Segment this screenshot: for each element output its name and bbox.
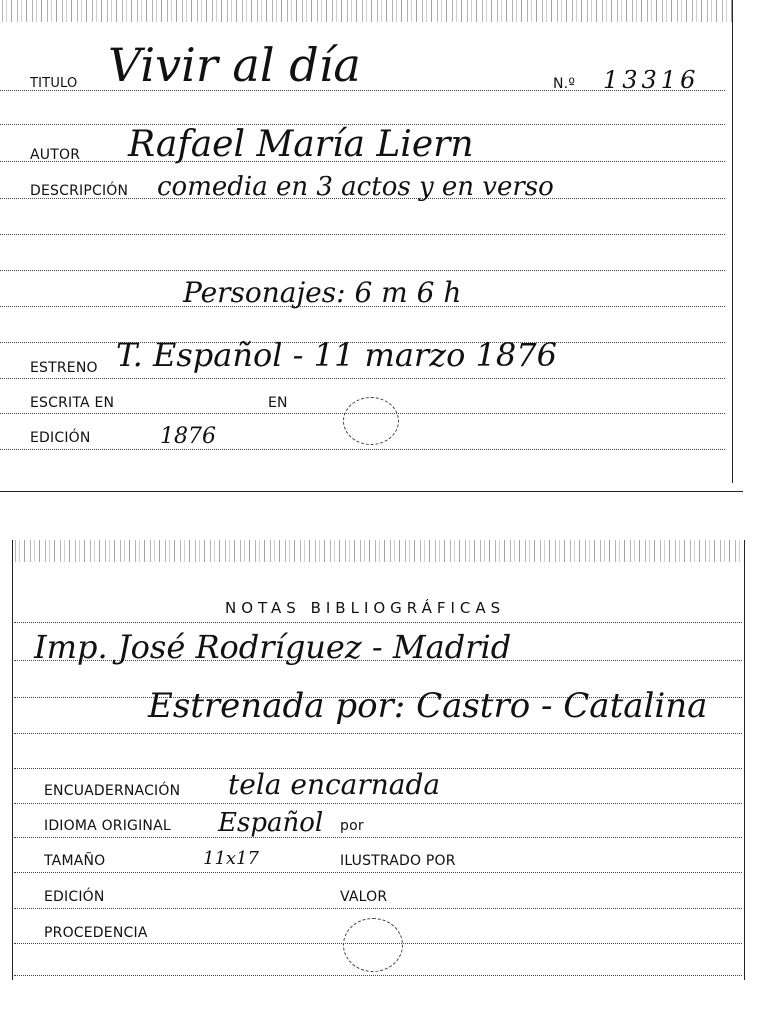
tamano-label: TAMAÑO — [44, 853, 106, 869]
ruled-line — [14, 733, 742, 734]
ruled-line — [14, 908, 742, 909]
ruled-line — [0, 378, 725, 379]
idioma-handwritten-value: Español — [218, 808, 324, 838]
en-label: EN — [268, 395, 288, 411]
autor-handwritten-value: Rafael María Liern — [128, 124, 474, 165]
numero-handwritten-value: 13316 — [603, 66, 700, 94]
estreno-handwritten-value: T. Español - 11 marzo 1876 — [116, 336, 557, 374]
titulo-label: TITULO — [30, 76, 78, 91]
ruled-line — [0, 449, 725, 450]
ruled-line — [14, 975, 742, 976]
imprenta-handwritten-note: Imp. José Rodríguez - Madrid — [34, 628, 512, 666]
edicion-label: EDICIÓN — [30, 430, 91, 446]
ruled-line — [0, 234, 725, 235]
card-top-edge — [0, 0, 732, 22]
ilustrado-por-label: ILUSTRADO POR — [340, 853, 456, 869]
estreno-label: ESTRENO — [30, 360, 98, 376]
encuadernacion-label: ENCUADERNACIÓN — [44, 783, 181, 799]
valor-label: VALOR — [340, 889, 388, 905]
card-separator-line — [0, 491, 743, 492]
personajes-handwritten-note: Personajes: 6 m 6 h — [183, 276, 462, 309]
edicion-label-back: EDICIÓN — [44, 889, 105, 905]
library-stamp-icon — [343, 918, 403, 972]
ruled-line — [14, 622, 742, 623]
edicion-handwritten-value: 1876 — [160, 424, 216, 449]
idioma-original-label: IDIOMA ORIGINAL — [44, 818, 171, 834]
encuadernacion-handwritten-value: tela encarnada — [228, 768, 441, 801]
descripcion-handwritten-value: comedia en 3 actos y en verso — [157, 172, 554, 202]
notas-bibliograficas-heading: NOTAS BIBLIOGRÁFICAS — [225, 599, 506, 617]
descripcion-label: DESCRIPCIÓN — [30, 183, 129, 199]
card-top-edge — [13, 540, 744, 562]
numero-label: N.º — [553, 76, 576, 92]
ruled-line — [14, 803, 742, 804]
por-label: por — [340, 818, 364, 834]
estrenada-handwritten-note: Estrenada por: Castro - Catalina — [148, 686, 708, 726]
procedencia-label: PROCEDENCIA — [44, 925, 148, 941]
tamano-handwritten-value: 11x17 — [203, 848, 259, 869]
titulo-handwritten-value: Vivir al día — [108, 38, 361, 92]
escrita-en-label: ESCRITA EN — [30, 395, 115, 411]
ruled-line — [14, 872, 742, 873]
ruled-line — [0, 270, 725, 271]
library-stamp-icon — [343, 397, 399, 445]
autor-label: AUTOR — [30, 147, 81, 163]
ruled-line — [14, 837, 742, 838]
